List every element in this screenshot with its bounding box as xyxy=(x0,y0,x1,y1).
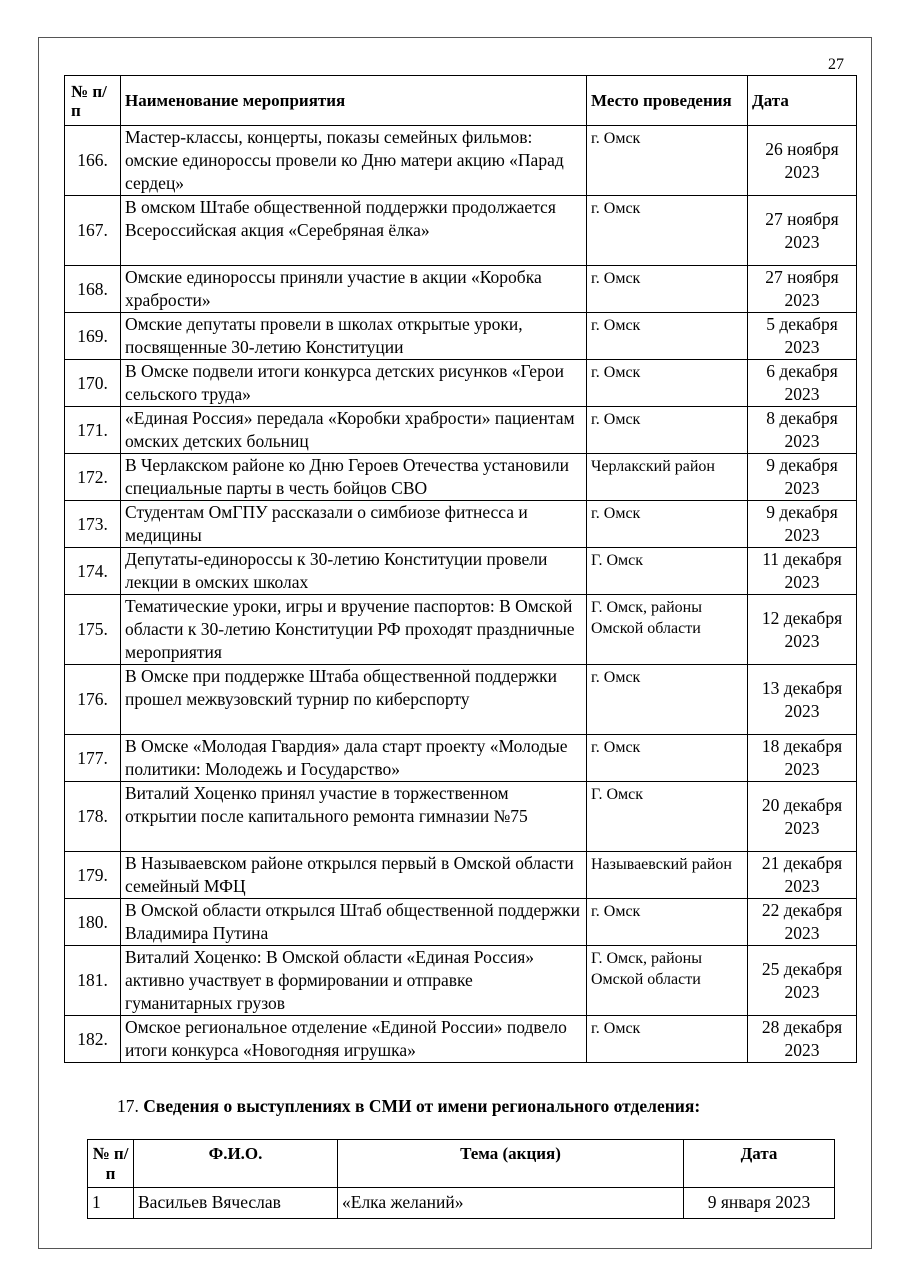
media-table xyxy=(87,1139,835,1219)
table-row xyxy=(65,548,857,595)
row-number: 172. xyxy=(65,454,121,501)
event-name: В Омске подвели итоги конкурса детских рисунков «Герои сельского труда» xyxy=(121,360,587,407)
row-number: 179. xyxy=(65,852,121,899)
row-number: 182. xyxy=(65,1016,121,1063)
event-date: 8 декабря 2023 xyxy=(748,407,857,454)
event-place: Г. Омск, районы Омской области xyxy=(587,946,748,1016)
event-name: «Единая Россия» передала «Коробки храбрости» пациентам омских детских больниц xyxy=(121,407,587,454)
media-fio: Васильев Вячеслав xyxy=(134,1188,338,1219)
event-place: г. Омск xyxy=(587,899,748,946)
event-place: г. Омск xyxy=(587,196,748,266)
row-number: 180. xyxy=(65,899,121,946)
page-number: 27 xyxy=(828,56,844,73)
table-row xyxy=(65,899,857,946)
table-row xyxy=(65,126,857,196)
row-number: 173. xyxy=(65,501,121,548)
event-name: Омские единороссы приняли участие в акции «Коробка храбрости» xyxy=(121,266,587,313)
header-place: Место проведения xyxy=(587,76,748,126)
event-name: Студентам ОмГПУ рассказали о симбиозе фитнесса и медицины xyxy=(121,501,587,548)
event-name: В Омске при поддержке Штаба общественной поддержки прошел межвузовский турнир по киберспорту xyxy=(121,665,587,735)
media-row-number: 1 xyxy=(88,1188,134,1219)
event-date: 6 декабря 2023 xyxy=(748,360,857,407)
events-header-row xyxy=(65,76,857,126)
event-date: 13 декабря 2023 xyxy=(748,665,857,735)
media-header-row xyxy=(88,1140,835,1188)
event-name: Омские депутаты провели в школах открытые уроки, посвященные 30-летию Конституции xyxy=(121,313,587,360)
event-place: Г. Омск, районы Омской области xyxy=(587,595,748,665)
event-place: г. Омск xyxy=(587,266,748,313)
media-header-fio: Ф.И.О. xyxy=(134,1140,338,1188)
event-place: г. Омск xyxy=(587,665,748,735)
event-place: Г. Омск xyxy=(587,548,748,595)
media-date: 9 января 2023 xyxy=(684,1188,835,1219)
header-date: Дата xyxy=(748,76,857,126)
event-date: 9 декабря 2023 xyxy=(748,454,857,501)
row-number: 181. xyxy=(65,946,121,1016)
event-date: 9 декабря 2023 xyxy=(748,501,857,548)
event-place: г. Омск xyxy=(587,313,748,360)
table-row xyxy=(65,782,857,852)
event-place: Г. Омск xyxy=(587,782,748,852)
event-name: В Омской области открылся Штаб общественной поддержки Владимира Путина xyxy=(121,899,587,946)
table-row xyxy=(65,501,857,548)
event-date: 27 ноября 2023 xyxy=(748,266,857,313)
event-name: Тематические уроки, игры и вручение паспортов: В Омской области к 30-летию Конституции РФ проходят праздничные мероприятия xyxy=(121,595,587,665)
event-date: 22 декабря 2023 xyxy=(748,899,857,946)
table-row xyxy=(65,852,857,899)
event-place: г. Омск xyxy=(587,407,748,454)
event-name: Омское региональное отделение «Единой России» подвело итоги конкурса «Новогодняя игрушка» xyxy=(121,1016,587,1063)
event-date: 28 декабря 2023 xyxy=(748,1016,857,1063)
row-number: 170. xyxy=(65,360,121,407)
table-row xyxy=(65,266,857,313)
row-number: 174. xyxy=(65,548,121,595)
event-date: 26 ноября 2023 xyxy=(748,126,857,196)
event-name: Виталий Хоценко: В Омской области «Единая Россия» активно участвует в формировании и отправке гуманитарных грузов xyxy=(121,946,587,1016)
media-header-date: Дата xyxy=(684,1140,835,1188)
event-name: Депутаты-единороссы к 30-летию Конституции провели лекции в омских школах xyxy=(121,548,587,595)
row-number: 171. xyxy=(65,407,121,454)
table-row xyxy=(65,313,857,360)
event-place: г. Омск xyxy=(587,735,748,782)
row-number: 169. xyxy=(65,313,121,360)
event-date: 27 ноября 2023 xyxy=(748,196,857,266)
table-row xyxy=(65,196,857,266)
media-topic: «Елка желаний» xyxy=(338,1188,684,1219)
table-row xyxy=(65,1016,857,1063)
row-number: 166. xyxy=(65,126,121,196)
row-number: 168. xyxy=(65,266,121,313)
row-number: 167. xyxy=(65,196,121,266)
section-17-number: 17. xyxy=(117,1096,139,1116)
event-place: г. Омск xyxy=(587,126,748,196)
events-body xyxy=(65,126,857,1063)
row-number: 176. xyxy=(65,665,121,735)
row-number: 175. xyxy=(65,595,121,665)
event-place: Черлакский район xyxy=(587,454,748,501)
event-date: 20 декабря 2023 xyxy=(748,782,857,852)
table-row xyxy=(65,595,857,665)
table-row xyxy=(65,735,857,782)
media-header-num: № п/п xyxy=(88,1140,134,1188)
event-name: Мастер-классы, концерты, показы семейных фильмов: омские единороссы провели ко Дню матери акцию «Парад сердец» xyxy=(121,126,587,196)
header-num: № п/п xyxy=(65,76,121,126)
row-number: 178. xyxy=(65,782,121,852)
event-date: 25 декабря 2023 xyxy=(748,946,857,1016)
header-name: Наименование мероприятия xyxy=(121,76,587,126)
event-name: В Черлакском районе ко Дню Героев Отечества установили специальные парты в честь бойцов СВО xyxy=(121,454,587,501)
table-row xyxy=(65,454,857,501)
events-table xyxy=(64,75,857,1063)
event-name: В Называевском районе открылся первый в Омской области семейный МФЦ xyxy=(121,852,587,899)
event-date: 18 декабря 2023 xyxy=(748,735,857,782)
event-place: г. Омск xyxy=(587,501,748,548)
section-17-title xyxy=(117,1096,700,1117)
section-17-heading: Сведения о выступлениях в СМИ от имени регионального отделения: xyxy=(143,1096,701,1116)
media-header-topic: Тема (акция) xyxy=(338,1140,684,1188)
table-row xyxy=(65,407,857,454)
event-date: 12 декабря 2023 xyxy=(748,595,857,665)
event-date: 11 декабря 2023 xyxy=(748,548,857,595)
table-row xyxy=(65,946,857,1016)
table-row xyxy=(88,1188,835,1219)
row-number: 177. xyxy=(65,735,121,782)
event-name: В Омске «Молодая Гвардия» дала старт проекту «Молодые политики: Молодежь и Государство» xyxy=(121,735,587,782)
media-body xyxy=(88,1188,835,1219)
event-name: В омском Штабе общественной поддержки продолжается Всероссийская акция «Серебряная ёлка» xyxy=(121,196,587,266)
table-row xyxy=(65,665,857,735)
event-name: Виталий Хоценко принял участие в торжественном открытии после капитального ремонта гимназии №75 xyxy=(121,782,587,852)
event-place: г. Омск xyxy=(587,360,748,407)
event-place: Называевский район xyxy=(587,852,748,899)
event-date: 21 декабря 2023 xyxy=(748,852,857,899)
event-date: 5 декабря 2023 xyxy=(748,313,857,360)
table-row xyxy=(65,360,857,407)
event-place: г. Омск xyxy=(587,1016,748,1063)
